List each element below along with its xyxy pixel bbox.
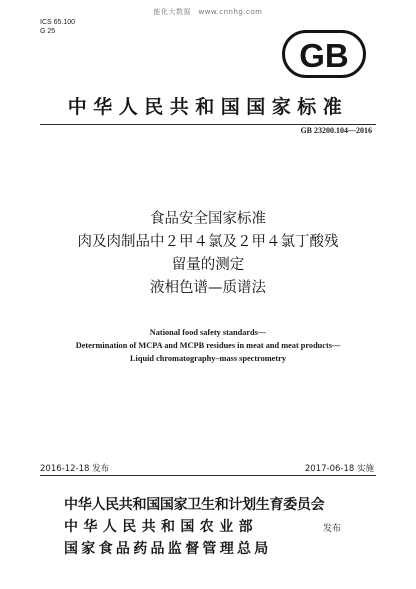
header-divider xyxy=(40,124,376,125)
implementation-date: 2017-06-18 实施 xyxy=(304,464,374,474)
english-title xyxy=(0,326,416,365)
issuer-ministry-of-agriculture: 中华人民共和国农业部 xyxy=(64,519,258,535)
gb-logo-icon xyxy=(282,30,366,78)
title-zh-line: 食品安全国家标准 xyxy=(150,211,266,227)
issuing-authorities xyxy=(64,494,324,560)
title-en-line: National food safety standards— xyxy=(149,328,267,337)
title-zh-line: 留量的测定 xyxy=(171,257,245,273)
footer-divider xyxy=(40,475,376,476)
title-zh-line: 肉及肉制品中２甲４氯及２甲４氯丁酸残 xyxy=(77,234,339,250)
national-standard-heading: 中华人民共和国国家标准 xyxy=(67,96,349,118)
release-label: 发布 xyxy=(323,524,342,534)
watermark-text: 能化大数据 www.cnnhg.com xyxy=(153,8,263,16)
chinese-title xyxy=(0,208,416,300)
issuer-health-commission: 中华人民共和国国家卫生和计划生育委员会 xyxy=(64,497,325,513)
issuer-food-drug-administration: 国家食品药品监督管理总局 xyxy=(64,541,272,557)
classification-codes xyxy=(40,18,75,36)
ccs-code: G 25 xyxy=(40,28,56,35)
standard-number: GB 23200.104—2016 xyxy=(300,126,372,135)
ics-code: ICS 65.100 xyxy=(40,19,76,26)
title-en-line: Liquid chromatography–mass spectrometry xyxy=(130,354,286,363)
issue-date: 2016-12-18 发布 xyxy=(40,464,110,474)
gb-logo-text: GB xyxy=(299,37,349,74)
title-zh-line: 液相色谱—质谱法 xyxy=(150,280,266,296)
title-en-line: Determination of MCPA and MCPB residues in meat and meat products— xyxy=(75,341,341,350)
